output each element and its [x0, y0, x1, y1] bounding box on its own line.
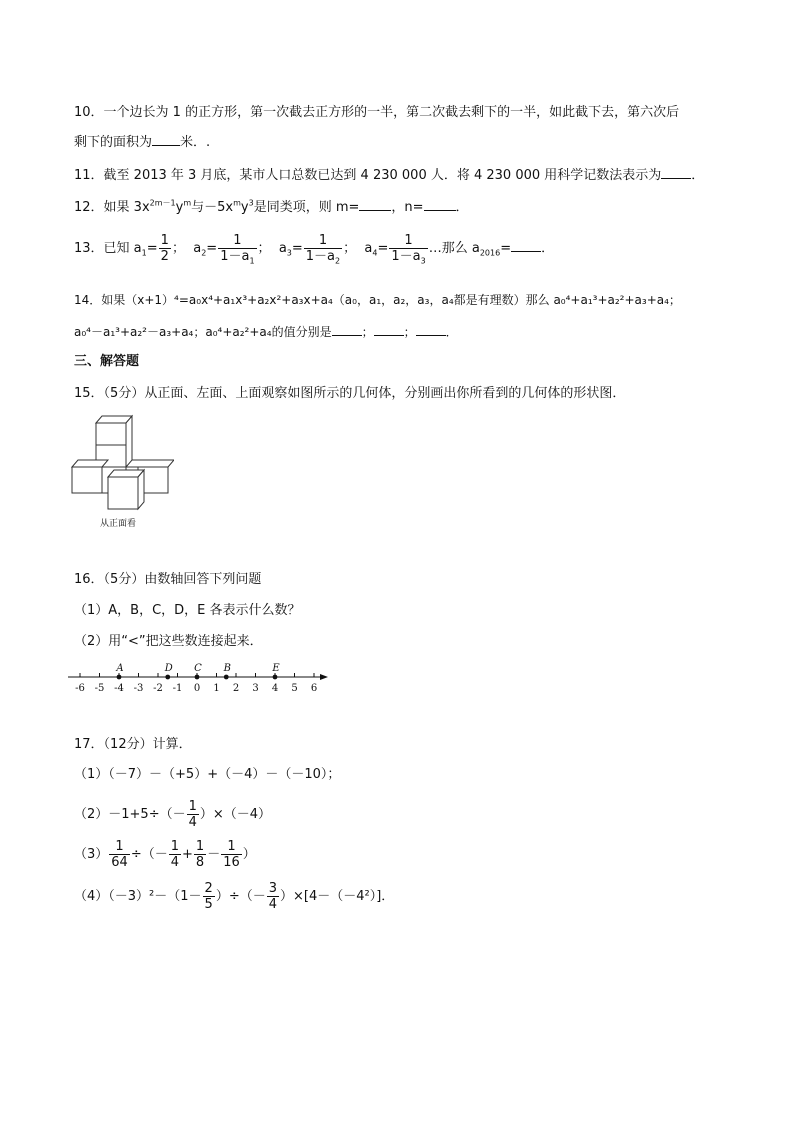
answer-blank-1[interactable] [332, 321, 362, 336]
question-15: 15．（5分）从正面、左面、上面观察如图所示的几何体，分别画出你所看到的几何体的形状图． [74, 386, 626, 401]
point-label-a: A [116, 663, 124, 674]
denominator-text: 1－a [220, 249, 250, 264]
q13-sub-3: 3 [286, 248, 292, 258]
section-heading: 三、解答题 [74, 354, 140, 369]
question-10-line-2 [74, 131, 210, 153]
numerator: 1 [318, 233, 328, 248]
denominator: 4 [268, 897, 277, 912]
tick-label: -5 [94, 683, 105, 694]
question-12 [74, 196, 469, 218]
q12-end: ． [455, 200, 469, 215]
separator: ； [257, 241, 271, 256]
numerator: 1 [115, 839, 124, 854]
denominator [218, 248, 256, 264]
tick-label: 4 [271, 683, 279, 694]
denominator: 4 [170, 855, 180, 870]
fraction-a4 [389, 233, 427, 264]
point-e [273, 675, 278, 680]
answer-blank[interactable] [661, 164, 691, 179]
q13-sub-1: 1 [141, 248, 147, 258]
tick-label: 2 [232, 683, 240, 694]
q13-tail: …那么 a [428, 241, 480, 256]
p4-text-b: ）÷（－ [215, 889, 266, 904]
q10-text-b: 米．. [180, 135, 211, 150]
question-16-part-2: （2）用“<”把这些数连接起来． [74, 634, 263, 649]
answer-blank-3[interactable] [416, 321, 446, 336]
fraction [187, 799, 199, 830]
number-line [66, 660, 336, 696]
tick-label: 6 [310, 683, 318, 694]
q13-end: ． [541, 241, 555, 256]
minus: － [207, 847, 221, 862]
question-11 [74, 164, 704, 186]
denominator: 64 [111, 855, 128, 870]
q13-a4: a [364, 241, 373, 256]
fraction [169, 839, 181, 870]
q13-eq-5: = [500, 241, 512, 256]
point-d [165, 675, 170, 680]
p4-text-a: （4）（－3）²－（1－ [74, 889, 202, 904]
q13-sub-2: 2 [201, 248, 207, 258]
numerator: 3 [268, 881, 277, 896]
denominator-text: 1－a [305, 249, 336, 264]
q10-text-a: 剩下的面积为 [74, 135, 153, 150]
denominator: 2 [160, 249, 169, 264]
p3-text-a: （3） [74, 847, 109, 862]
point-b [224, 675, 229, 680]
tick-label: -4 [114, 683, 124, 694]
figure-caption: 从正面看 [99, 519, 137, 529]
denominator-text: 1－a [391, 249, 421, 264]
tick-label: 5 [291, 683, 298, 694]
p2-text-a: （2）－1+5÷（－ [74, 807, 186, 822]
q12-text-e: 是同类项，则 m= [253, 200, 360, 215]
fraction [203, 881, 215, 912]
tick-label: -3 [133, 683, 144, 694]
p4-text-c: ）×[4－（－4²）]． [280, 889, 395, 904]
q12-text-d: y [240, 200, 249, 215]
tick-label: -2 [153, 683, 163, 694]
numerator: 2 [204, 881, 213, 896]
point-c [195, 675, 200, 680]
q11-text: 11．截至 2013 年 3 月底，某市人口总数已达到 4 230 000 人．将 4 230 000 用科学记数法表示为 [74, 168, 662, 183]
question-17-part-3 [74, 838, 256, 872]
denominator: 16 [223, 855, 240, 870]
denominator-sub: 1 [249, 256, 255, 266]
q13-eq-1: = [146, 241, 158, 256]
question-16-part-1: （1）A，B，C，D，E 各表示什么数？ [74, 603, 301, 618]
q12-exp-2: m [183, 198, 192, 208]
question-17-part-4 [74, 880, 394, 914]
plus: + [182, 847, 193, 862]
q12-exp-4: 3 [248, 198, 254, 208]
denominator: 5 [204, 897, 213, 912]
fraction [109, 839, 130, 870]
point-label-c: C [194, 663, 202, 674]
q12-text-a: 12．如果 3x [74, 200, 150, 215]
tick-label: -6 [75, 683, 85, 694]
fraction-a2 [218, 233, 256, 264]
fraction [267, 881, 279, 912]
tick-label: 1 [213, 683, 220, 694]
answer-blank-2[interactable] [374, 321, 404, 336]
denominator [389, 248, 427, 264]
q12-text-c: 与－5x [191, 200, 234, 215]
numerator: 1 [188, 799, 197, 814]
numerator: 1 [170, 839, 180, 854]
fraction [221, 839, 242, 870]
question-17-part-2 [74, 798, 271, 832]
q12-exp-3: m [233, 198, 241, 208]
numerator: 1 [233, 233, 242, 248]
point-a [117, 675, 122, 680]
cube-figure [66, 413, 174, 531]
q13-sub-4: 4 [372, 248, 378, 258]
point-label-e: E [272, 663, 280, 674]
numerator: 1 [195, 839, 205, 854]
answer-blank-n[interactable] [424, 196, 456, 211]
tick-label: 3 [252, 683, 259, 694]
answer-blank-m[interactable] [359, 196, 391, 211]
question-17-title: 17．（12分）计算． [74, 737, 192, 752]
q13-text-a: 13．已知 a [74, 241, 142, 256]
tick-label: 0 [193, 683, 201, 694]
q12-text-f: ，n= [391, 200, 424, 215]
point-label-b: B [223, 663, 231, 674]
answer-blank[interactable] [152, 131, 180, 146]
denominator [304, 248, 342, 264]
p2-text-b: ）×（－4） [199, 807, 272, 822]
q13-a2: a [193, 241, 202, 256]
q12-exp-1: 2m－1 [149, 198, 176, 208]
axis-arrow [320, 674, 328, 680]
numerator: 1 [227, 839, 236, 854]
q12-text-b: y [175, 200, 184, 215]
answer-blank[interactable] [511, 237, 541, 252]
fraction [194, 839, 206, 870]
denominator-sub: 3 [420, 256, 426, 266]
fraction-a1 [159, 233, 171, 264]
separator: ； [403, 325, 416, 339]
separator: ； [171, 241, 185, 256]
separator: ； [343, 241, 357, 256]
q13-a3: a [278, 241, 287, 256]
denominator: 4 [188, 815, 197, 830]
numerator: 1 [160, 233, 169, 248]
denominator: 8 [195, 855, 205, 870]
q14-text: a₀⁴－a₁³+a₂²－a₃+a₄；a₀⁴+a₂²+a₄的值分别是 [74, 325, 332, 339]
q14-end: ． [445, 325, 458, 339]
p3-text-b: ÷（－ [130, 847, 168, 862]
q11-end: ． [691, 168, 705, 183]
numerator: 1 [404, 233, 413, 248]
q13-sub-5: 2016 [479, 248, 501, 258]
question-10-line-1: 10．一个边长为 1 的正方形，第一次截去正方形的一半，第二次截去剩下的一半，如此截下去，第六次后 [74, 105, 680, 120]
question-14-line-2 [74, 321, 458, 342]
question-14-line-1: 14．如果（x+1）⁴=a₀x⁴+a₁x³+a₂x²+a₃x+a₄（a₀，a₁，a₂，a₃，a₄都是有理数）那么 a₀⁴+a₁³+a₂²+a₃+a₄； [74, 293, 681, 307]
question-13: 13．已知 $a_1=$ $\frac{1}{2}$ ； $a_2=$ $\frac{1}{1-a_1}$ ； $a_3=$ $\frac{1}{1-a_2}$ ； $a_4=$ $\frac{1}{1-a_3}$ …那么 $a_{2016}=$ ． [74, 233, 555, 266]
point-label-d: D [164, 663, 173, 674]
denominator-sub: 2 [335, 256, 341, 266]
fraction-a3 [304, 233, 342, 264]
question-16-title: 16．（5分）由数轴回答下列问题 [74, 572, 262, 587]
question-17-part-1: （1）（－7）－（+5）+（－4）－（－10）； [74, 767, 341, 782]
separator: ； [361, 325, 374, 339]
tick-label: -1 [172, 683, 183, 694]
p3-text-f: ） [242, 847, 256, 862]
